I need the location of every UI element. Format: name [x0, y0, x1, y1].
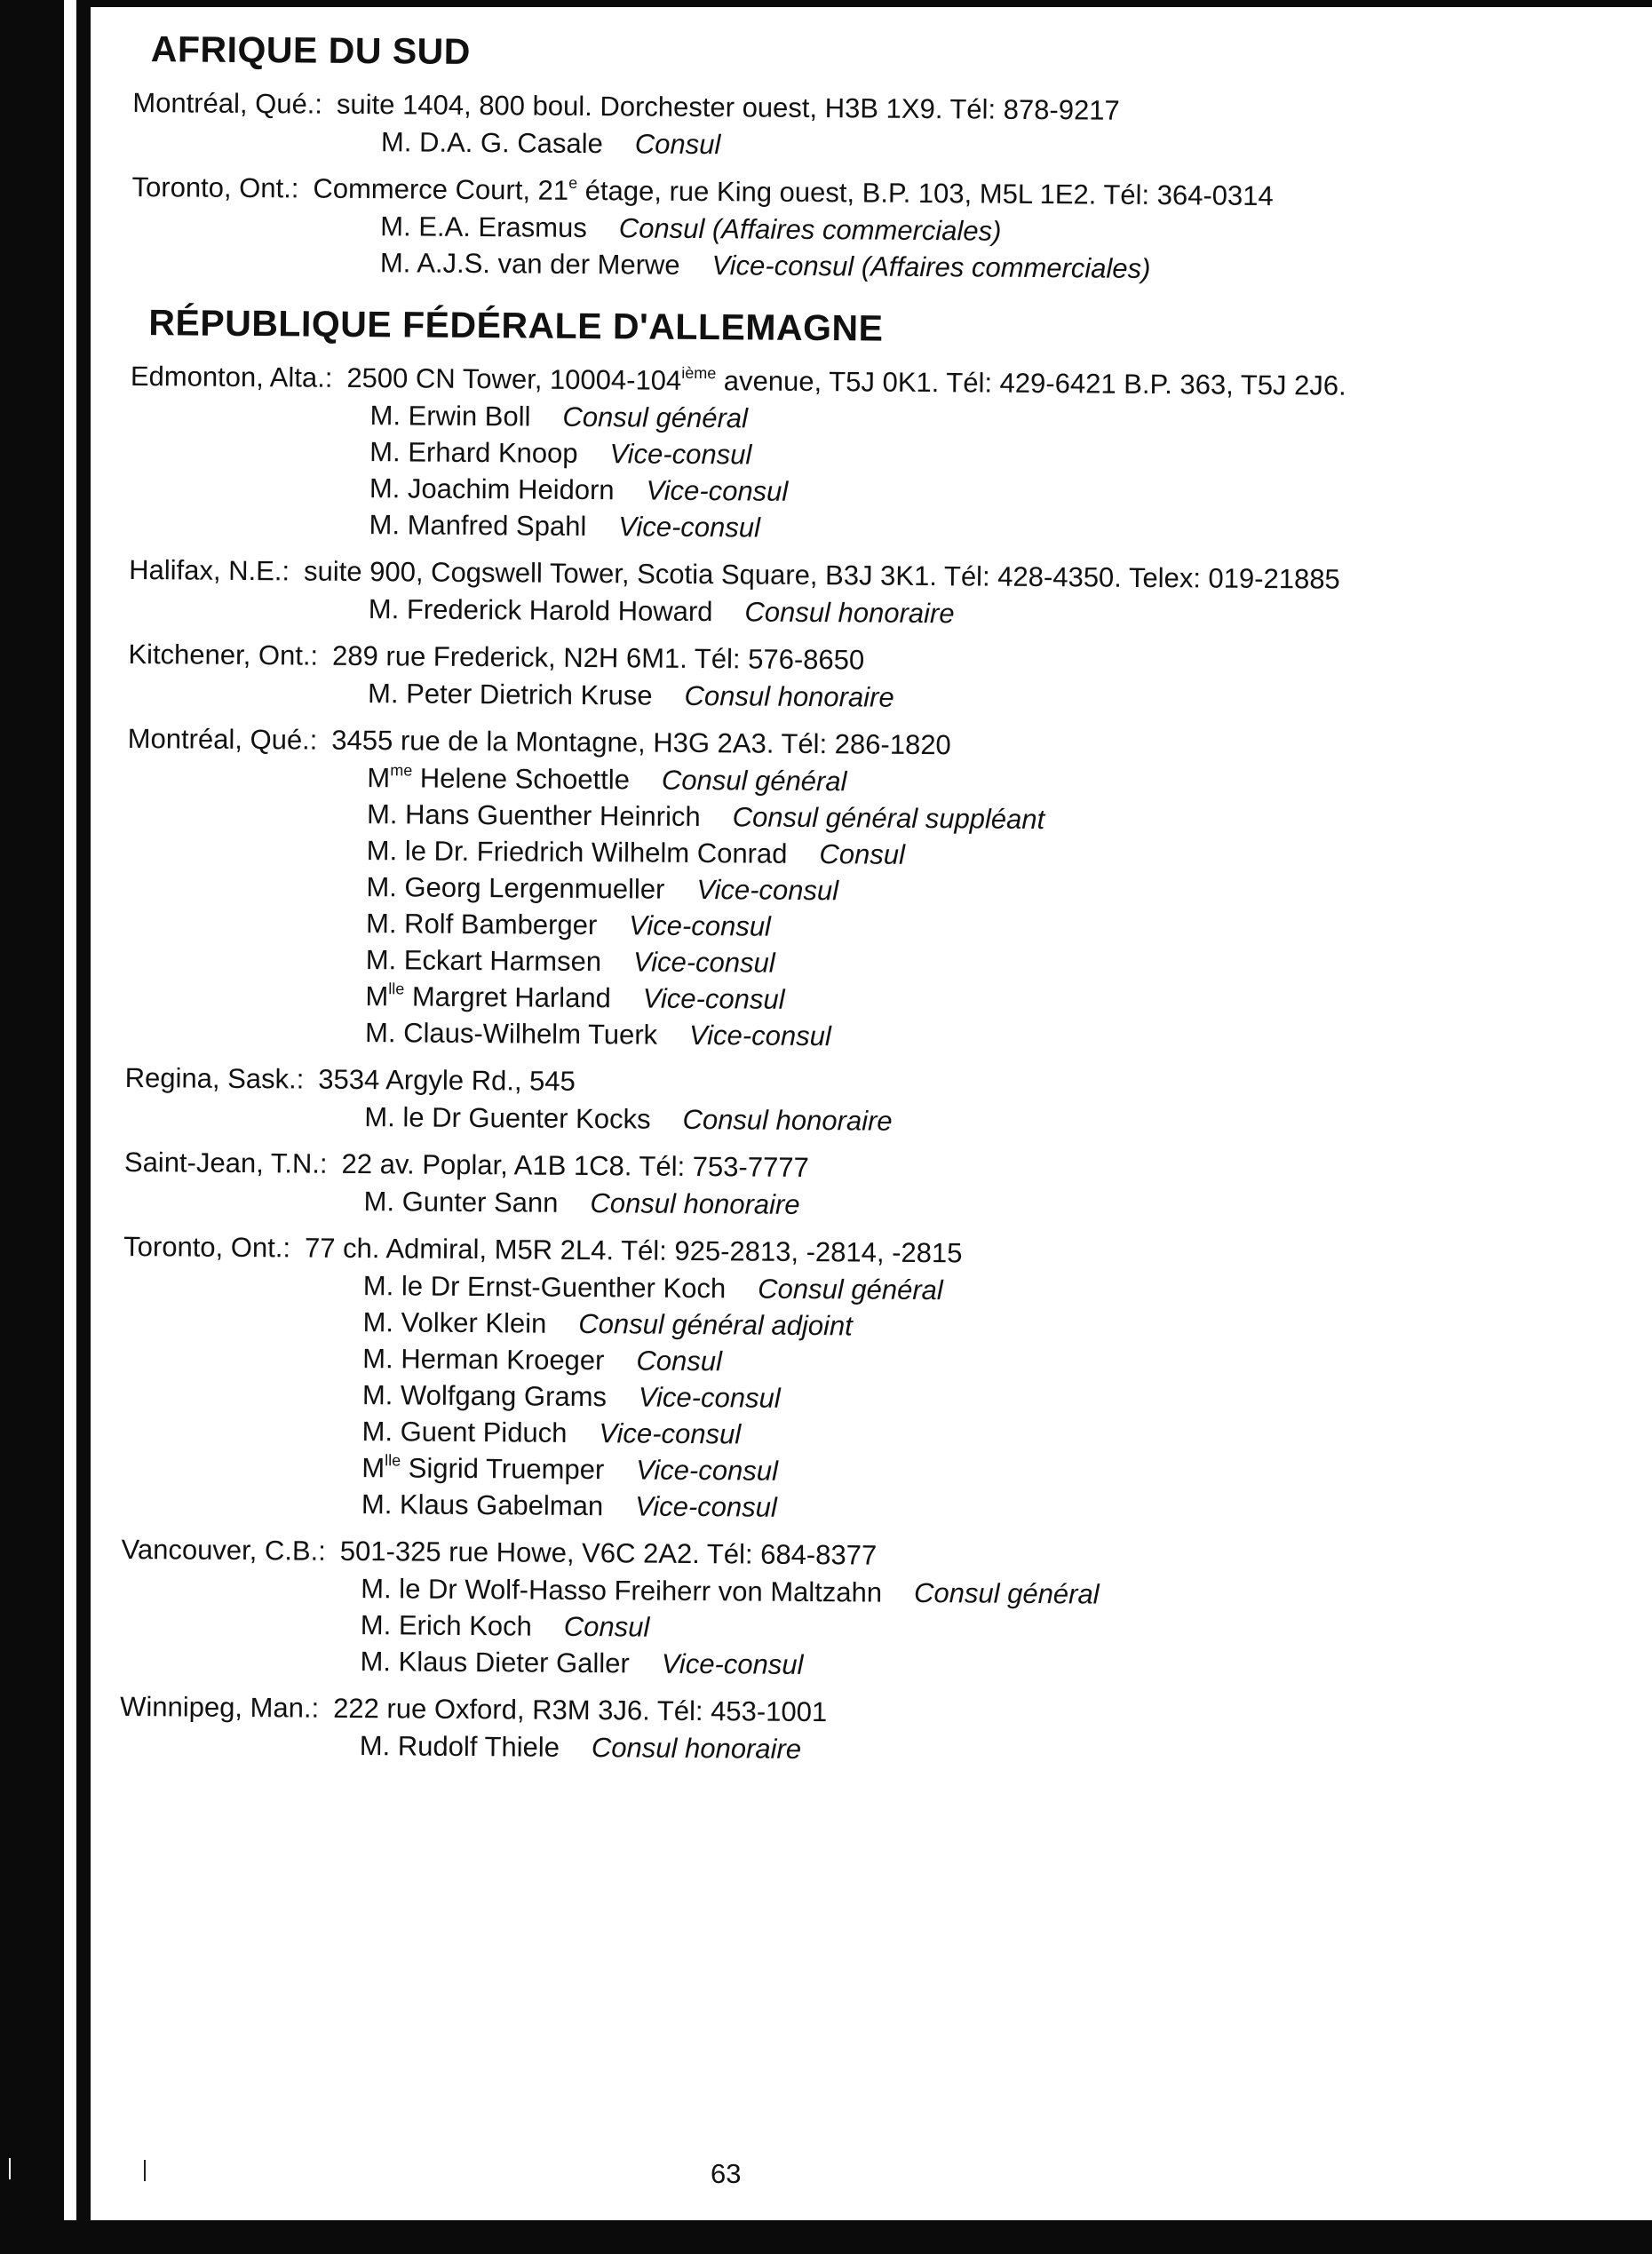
staff-name: M. E.A. Erasmus: [380, 210, 587, 244]
country-section: [120, 302, 1606, 1774]
country-heading: RÉPUBLIQUE FÉDÉRALE D'ALLEMAGNE: [148, 302, 884, 349]
address-text: suite 1404, 800 boul. Dorchester ouest, H3B 1X9. Tél: 878-9217: [336, 88, 1120, 126]
staff-title: Consul honoraire: [591, 1732, 802, 1765]
staff-name: M. Volker Klein: [362, 1306, 547, 1339]
address-text: 501-325 rue Howe, V6C 2A2. Tél: 684-8377: [339, 1535, 878, 1571]
staff-name: M. Guent Piduch: [361, 1416, 568, 1448]
address-text: 222 rue Oxford, R3M 3J6. Tél: 453-1001: [333, 1692, 828, 1728]
staff-name: M. Claus-Wilhelm Tuerk: [364, 1017, 658, 1051]
staff-list: [129, 395, 1604, 552]
consulate-entry: [120, 1690, 1595, 1774]
staff-title: Consul: [634, 128, 721, 161]
scan-artifact: [144, 2160, 146, 2181]
city-label: Vancouver, C.B.:: [121, 1533, 327, 1567]
staff-list: [120, 1568, 1595, 1689]
city-label: Toronto, Ont.:: [123, 1230, 291, 1264]
staff-name: M. Erwin Boll: [369, 400, 531, 433]
staff-title: Vice-consul: [646, 474, 789, 507]
staff-name: M. Eckart Harmsen: [365, 944, 602, 978]
consulate-entry: [131, 171, 1607, 290]
consulate-entry: [120, 1533, 1595, 1689]
staff-name: M. le Dr. Friedrich Wilhelm Conrad: [366, 835, 788, 869]
city-label: Winnipeg, Man.:: [120, 1690, 320, 1724]
consulate-entry: [122, 1230, 1599, 1532]
staff-name: M. D.A. G. Casale: [380, 126, 603, 160]
staff-title: Consul (Affaires commerciales): [618, 212, 1002, 247]
scan-artifact: [9, 2158, 11, 2179]
staff-title: Consul général suppléant: [732, 801, 1045, 836]
document-page: [119, 28, 1607, 1797]
staff-name: M. Manfred Spahl: [369, 509, 587, 543]
staff-title: Consul honoraire: [590, 1187, 800, 1220]
staff-name: M. Georg Lergenmueller: [366, 871, 665, 905]
staff-title: Consul: [636, 1345, 723, 1377]
address-text: Commerce Court, 21e étage, rue King ouest, B.P. 103, M5L 1E2. Tél: 364-0314: [313, 172, 1274, 212]
scan-border-top: [91, 0, 1652, 7]
city-label: Toronto, Ont.:: [131, 171, 299, 204]
staff-name: M. Herman Kroeger: [362, 1343, 605, 1377]
staff-title: Vice-consul: [636, 1454, 779, 1487]
staff-row: [369, 591, 1603, 637]
address-text: 3455 rue de la Montagne, H3G 2A3. Tél: 286-1820: [331, 724, 951, 761]
address-text: 2500 CN Tower, 10004-104ième avenue, T5J 0K1. Tél: 429-6421 B.P. 363, T5J 2J6.: [346, 361, 1346, 401]
address-text: 289 rue Frederick, N2H 6M1. Tél: 576-8650: [331, 639, 865, 676]
consulate-entry: [129, 360, 1605, 552]
staff-title: Vice-consul: [696, 874, 839, 907]
staff-name: M. Erich Koch: [360, 1609, 532, 1642]
staff-list: [131, 206, 1607, 290]
consulate-entry: [129, 553, 1604, 637]
staff-title: Consul général adjoint: [578, 1307, 853, 1342]
staff-name: M. Klaus Gabelman: [361, 1488, 604, 1522]
staff-title: Vice-consul: [609, 438, 752, 471]
scan-border-left-inner: [76, 0, 91, 2254]
address-text: 22 av. Poplar, A1B 1C8. Tél: 753-7777: [341, 1147, 809, 1184]
staff-name: M. Rudolf Thiele: [359, 1730, 560, 1763]
city-label: Halifax, N.E.:: [129, 553, 290, 587]
staff-name: $M^{lle}$ Sigrid Truemper: [361, 1450, 605, 1486]
staff-name: M. le Dr Guenter Kocks: [364, 1101, 651, 1135]
address-text: suite 900, Cogswell Tower, Scotia Square, B3J 3K1. Tél: 428-4350. Telex: 019-21885: [303, 555, 1340, 595]
city-label: Kitchener, Ont.:: [128, 638, 319, 671]
staff-name: M. le Dr Wolf-Hasso Freiherr von Maltzahn: [361, 1573, 883, 1608]
city-label: Regina, Sask.:: [124, 1061, 305, 1095]
page-number: 63: [711, 2158, 742, 2189]
consulate-entry: [128, 638, 1603, 721]
staff-title: Consul général: [913, 1576, 1100, 1610]
staff-title: Consul général: [758, 1273, 943, 1306]
staff-row: [360, 1727, 1594, 1774]
staff-title: Vice-consul: [618, 511, 761, 544]
staff-name: M. Wolfgang Grams: [361, 1379, 608, 1413]
staff-list: [125, 758, 1602, 1060]
staff-row: [364, 1099, 1599, 1145]
consulate-entry: [132, 86, 1608, 170]
staff-title: Consul général: [562, 401, 749, 434]
staff-name: M. Rolf Bamberger: [365, 908, 598, 941]
consulate-entry: [124, 1061, 1600, 1145]
staff-name: M. Peter Dietrich Kruse: [367, 678, 653, 711]
staff-name: M. Klaus Dieter Galler: [360, 1646, 630, 1679]
staff-title: Consul honoraire: [744, 596, 955, 630]
staff-name: M. A.J.S. van der Merwe: [379, 247, 680, 281]
staff-title: Consul: [819, 838, 906, 870]
staff-title: Vice-consul (Affaires commerciales): [711, 250, 1151, 285]
staff-name: M. Joachim Heidorn: [369, 472, 615, 506]
staff-title: Vice-consul: [661, 1647, 804, 1680]
address-text: 3534 Argyle Rd., 545: [318, 1063, 576, 1097]
staff-name: M. Hans Guenther Heinrich: [366, 798, 701, 833]
staff-list: [122, 1266, 1598, 1532]
staff-title: Vice-consul: [632, 946, 775, 979]
staff-name: M. Frederick Harold Howard: [368, 593, 713, 628]
scan-border-left: [0, 0, 64, 2254]
staff-title: Vice-consul: [599, 1417, 742, 1450]
city-label: Montréal, Qué.:: [127, 722, 318, 756]
staff-title: Vice-consul: [638, 1381, 781, 1414]
staff-title: Consul: [563, 1610, 650, 1643]
staff-title: Vice-consul: [629, 909, 772, 942]
staff-row: [363, 1183, 1598, 1229]
scan-border-bottom: [0, 2220, 1652, 2254]
country-heading: AFRIQUE DU SUD: [150, 28, 472, 72]
staff-title: Consul honoraire: [682, 1103, 893, 1137]
staff-row: [381, 123, 1607, 170]
staff-title: Vice-consul: [688, 1019, 831, 1052]
consulate-entry: [125, 722, 1602, 1060]
staff-title: Consul honoraire: [684, 679, 894, 713]
staff-name: $M^{me}$ Helene Schoettle: [367, 760, 631, 796]
city-label: Saint-Jean, T.N.:: [123, 1146, 328, 1179]
city-label: Edmonton, Alta.:: [130, 360, 333, 393]
staff-name: M. Erhard Knoop: [369, 436, 578, 469]
address-text: 77 ch. Admiral, M5R 2L4. Tél: 925-2813, -2814, -2815: [304, 1232, 963, 1269]
staff-name: M. Gunter Sann: [363, 1186, 559, 1218]
staff-row: [368, 675, 1602, 721]
staff-name: $M^{lle}$ Margret Harland: [365, 979, 612, 1014]
staff-title: Vice-consul: [642, 982, 785, 1015]
consulate-entry: [123, 1146, 1599, 1229]
staff-title: Vice-consul: [635, 1490, 778, 1523]
staff-name: M. le Dr Ernst-Guenther Koch: [362, 1270, 727, 1305]
staff-title: Consul général: [661, 764, 847, 798]
city-label: Montréal, Qué.:: [132, 86, 323, 120]
country-section: [131, 28, 1608, 290]
